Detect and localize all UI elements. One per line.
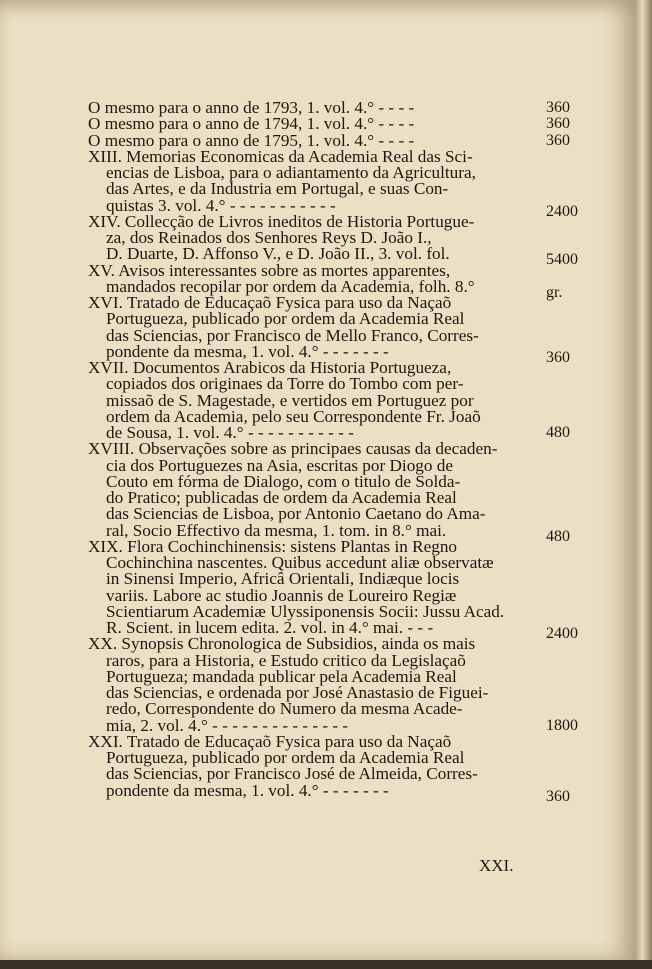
catalogue-line: das Artes, e da Industria em Portugal, e suas Con- [106,179,449,199]
price: 5400 [546,251,578,269]
catalogue-line: redo, Correspondente do Numero da mesma Acade- [106,699,463,719]
catalogue-line: quistas 3. vol. 4.° - - - - - - - - - - - 2400 [106,195,578,220]
catalogue-line: O mesmo para o anno de 1795, 1. vol. 4.° - - - - 360 [88,130,570,150]
catalogue-line: XXI. Tratado de Educaçaõ Fysica para uso da Naçaõ [88,731,452,751]
price: 480 [546,527,570,545]
catalogue-line: Portugueza, publicado por ordem da Academia Real [106,309,465,329]
catalogue-line: XIV. Collecção de Livros ineditos de Historia Portugue- [88,211,475,231]
catalogue-line: in Sinensi Imperio, Africâ Orientali, Indiæque locis [106,569,460,589]
catalogue-line: das Sciencias, por Francisco José de Almeida, Corres- [106,764,478,784]
catalogue-line: O mesmo para o anno de 1793, 1. vol. 4.° - - - - 360 [88,98,570,117]
catalogue-line: raros, para a Historia, e Estudo critico da Legislaçaõ [106,650,466,670]
catalogue-line: XVIII. Observações sobre as principaes causas da decaden- [88,439,498,459]
price: gr. [546,283,563,301]
catalogue-line: D. Duarte, D. Affonso V., e D. João II., 3. vol. fol. 5400 [106,244,578,269]
catalogue-line: XVII. Documentos Arabicos da Historia Portugueza, [88,358,452,377]
catalogue-line: pondente da mesma, 1. vol. 4.° - - - - - - - 360 [106,341,570,366]
price: 1800 [546,716,578,734]
catalogue-line: das Sciencias, por Francisco de Mello Franco, Corres- [106,325,479,345]
catalogue-line: variis. Labore ac studio Joannis de Loureiro Regiæ [106,585,457,605]
catalogue-line: missaõ de S. Magestade, e vertidos em Portuguez por [106,390,474,410]
catalogue-line: XX. Synopsis Chronologica de Subsidios, ainda os mais [88,634,476,654]
book-bottom-strip [0,960,652,969]
catalogue-line: ordem da Academia, pelo seu Correspondente Fr. Joaõ [106,406,481,426]
catalogue-line: mia, 2. vol. 4.° - - - - - - - - - - - - - - 1800 [106,715,578,735]
catalogue-line: Couto em fórma de Dialogo, com o titulo de Solda- [106,471,461,491]
catalogue-line: cia dos Portuguezes na Asia, escritas por Diogo de [106,455,454,475]
catalogue-line: za, dos Reinados dos Senhores Reys D. João I., [106,228,432,247]
catalogue-line: Portugueza, publicado por ordem da Academia Real [106,748,465,767]
catalogue-line: do Pratico; publicadas de ordem da Academia Real [106,488,457,507]
price: 360 [546,348,570,366]
catchword: XXI. [479,856,514,875]
catalogue-line: Scientiarum Academiæ Ulyssiponensis Socii: Jussu Acad. [106,601,505,621]
catalogue-line: encias de Lisboa, para o adiantamento da Agricultura, [106,163,476,182]
catalogue-line: XIII. Memorias Economicas da Academia Real das Sci- [88,146,473,166]
catalogue-line: O mesmo para o anno de 1794, 1. vol. 4.° - - - - 360 [88,114,570,134]
price: 480 [546,424,570,441]
price: 360 [546,131,570,149]
catalogue-line: pondente da mesma, 1. vol. 4.° - - - - - - - 360 [106,780,570,805]
catalogue-line: de Sousa, 1. vol. 4.° - - - - - - - - - - - 480 [106,423,570,442]
catalogue-line: mandados recopilar por ordem da Academia, folh. 8.° gr. [106,276,563,301]
price: 360 [546,787,570,805]
price: 2400 [546,625,578,642]
catalogue-line: XVI. Tratado de Educaçaõ Fysica para uso da Naçaõ [88,293,452,312]
page-edge [636,0,652,969]
catalogue-line: Cochinchina nascentes. Quibus accedunt aliæ observatæ [106,553,494,572]
catalogue-line: das Sciencias, e ordenada por José Anastasio de Figuei- [106,683,489,702]
price: 360 [546,115,570,133]
catalogue-line: R. Scient. in lucem edita. 2. vol. in 4.° mai. - - - 2400 [106,618,578,642]
catalogue-line: XV. Avisos interessantes sobre as mortes apparentes, [88,260,451,280]
catalogue-line: XIX. Flora Cochinchinensis: sistens Plantas in Regno [88,536,458,556]
catalogue-line: copiados dos originaes da Torre do Tombo com per- [106,374,464,394]
catalogue-text [88,98,588,805]
price: 2400 [546,202,578,220]
price: 360 [546,99,570,116]
catalogue-line: Portugueza; mandada publicar pela Academia Real [106,666,457,686]
catalogue-line: das Sciencias de Lisboa, por Antonio Caetano do Ama- [106,504,486,524]
catalogue-line: ral, Socio Effectivo da mesma, 1. tom. in 8.° mai. 480 [106,520,570,545]
